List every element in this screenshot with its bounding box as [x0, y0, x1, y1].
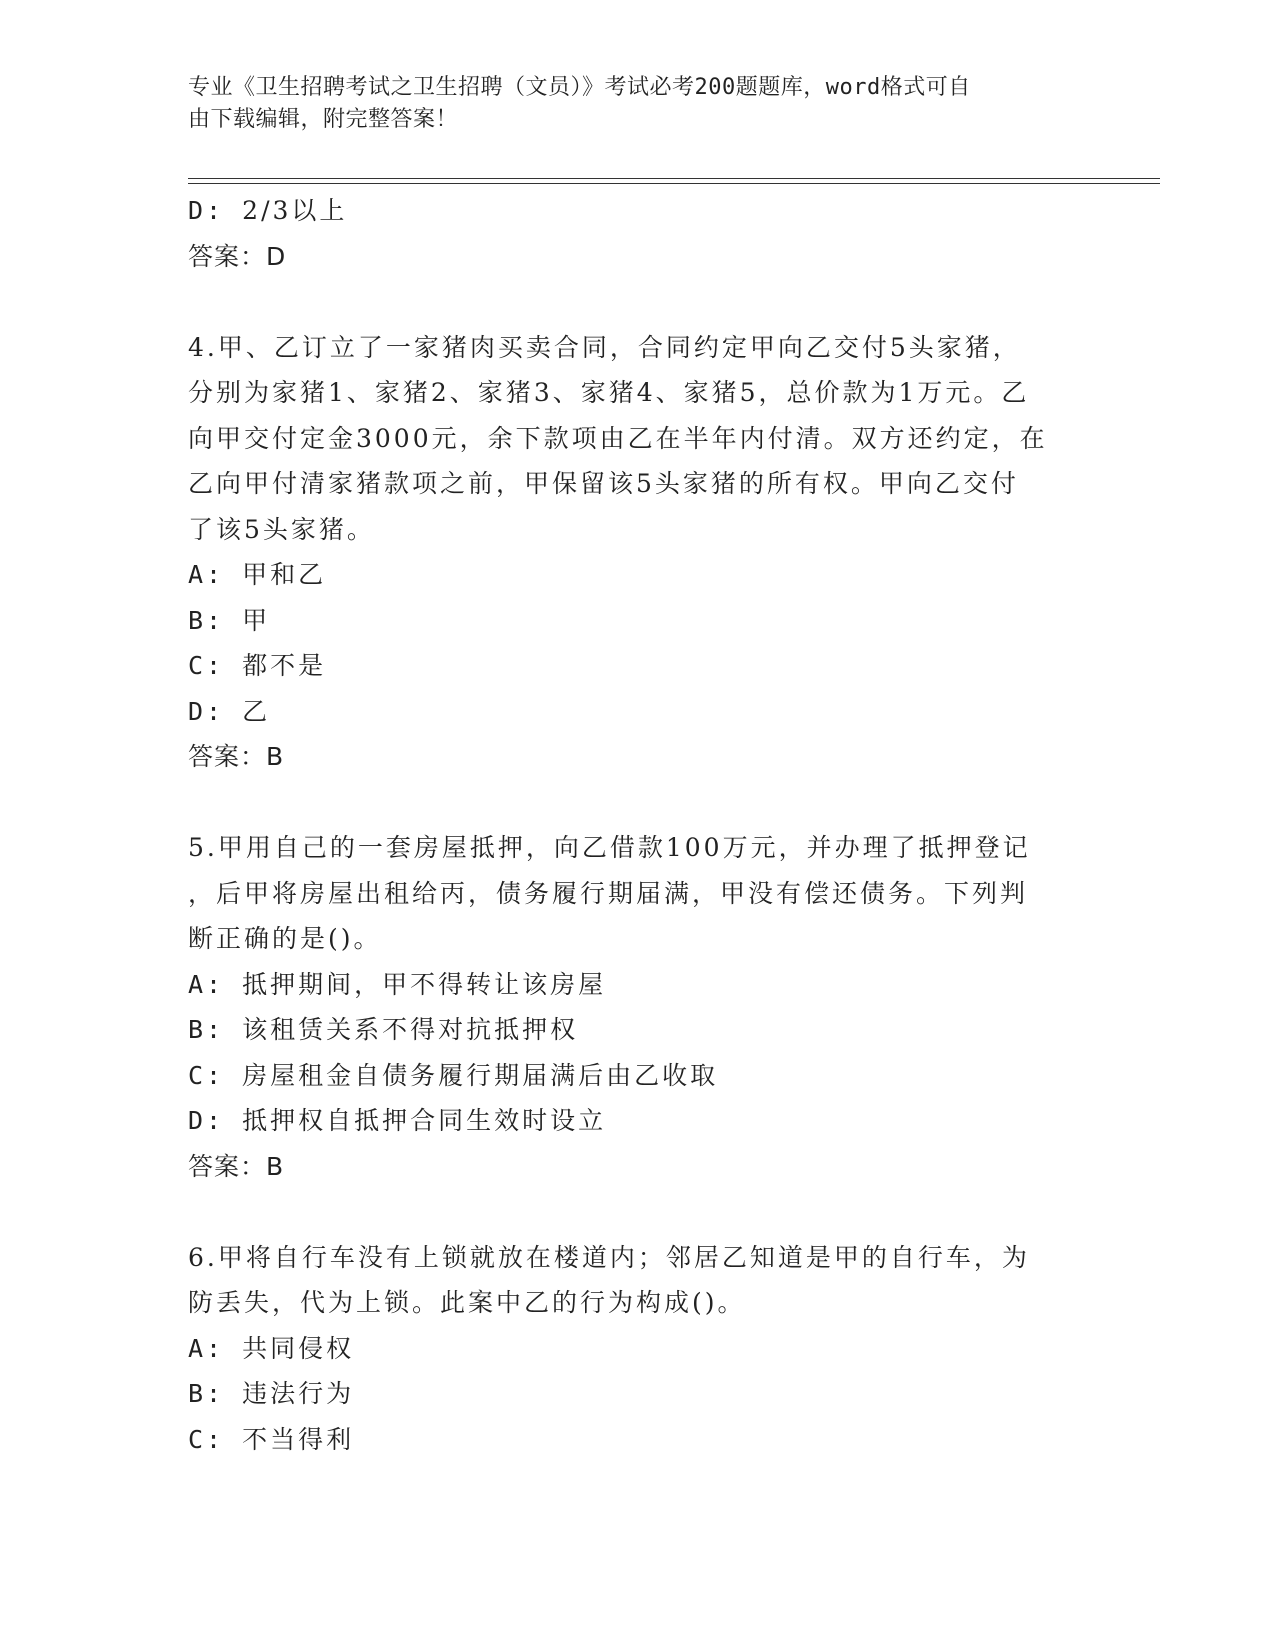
question-text-line: ，后甲将房屋出租给丙，债务履行期届满，甲没有偿还债务。下列判 [188, 878, 1029, 908]
option-text: 乙 [242, 696, 271, 726]
option-text: 抵押权自抵押合同生效时设立 [242, 1106, 607, 1135]
option-text: 甲和乙 [242, 560, 327, 589]
header-divider-bottom [188, 183, 1160, 184]
question-text-line: 5.甲用自己的一套房屋抵押，向乙借款100万元，并办理了抵押登记 [188, 833, 1031, 862]
question-text-line: 向甲交付定金3000元，余下款项由乙在半年内付清。双方还约定，在 [188, 423, 1048, 453]
option-b [188, 1371, 1088, 1417]
question-text-line: 6.甲将自行车没有上锁就放在楼道内；邻居乙知道是甲的自行车，为 [188, 1242, 1030, 1272]
spacer [188, 780, 1088, 826]
document-header [188, 72, 1068, 136]
option-a [188, 1326, 1088, 1372]
option-key: C: [188, 1424, 225, 1454]
question-5 [188, 825, 1088, 1189]
question-4 [188, 325, 1088, 780]
option-text: 不当得利 [242, 1424, 355, 1454]
option-key: C: [188, 651, 225, 680]
question-text-line: 乙向甲付清家猪款项之前，甲保留该5头家猪的所有权。甲向乙交付 [188, 469, 1019, 498]
option-d [188, 188, 1088, 234]
option-text: 房屋租金自债务履行期届满后由乙收取 [242, 1060, 719, 1090]
option-key: D: [188, 1106, 225, 1135]
spacer [188, 279, 1088, 325]
option-a [188, 962, 1088, 1008]
option-d [188, 689, 1088, 735]
question-text-line: 4.甲、乙订立了一家猪肉买卖合同，合同约定甲向乙交付5头家猪， [188, 332, 1021, 362]
option-text: 该租赁关系不得对抗抵押权 [242, 1015, 579, 1044]
header-divider-top [188, 178, 1160, 179]
question-text-line: 断正确的是()。 [188, 924, 382, 953]
spacer [188, 1189, 1088, 1235]
option-key: C: [188, 1060, 225, 1090]
option-text: 都不是 [242, 651, 327, 680]
option-key: A: [188, 1333, 225, 1363]
answer-line: 答案：B [188, 1151, 285, 1181]
option-key: D: [188, 696, 225, 726]
document-body [188, 188, 1088, 1462]
question-text-line: 了该5头家猪。 [188, 514, 375, 544]
header-line-2: 由下载编辑，附完整答案！ [188, 107, 459, 132]
header-line-1: 专业《卫生招聘考试之卫生招聘（文员）》考试必考200题题库，word格式可自 [188, 75, 971, 100]
previous-question-tail [188, 188, 1088, 279]
option-key: A: [188, 560, 225, 589]
answer-line: 答案：B [188, 742, 285, 771]
option-b [188, 1007, 1088, 1053]
option-key: B: [188, 1015, 225, 1044]
question-6 [188, 1235, 1088, 1463]
option-text: 甲 [242, 605, 271, 635]
question-text-line: 防丢失，代为上锁。此案中乙的行为构成()。 [188, 1288, 746, 1317]
option-b [188, 598, 1088, 644]
answer-line: 答案：D [188, 241, 287, 271]
option-c [188, 1417, 1088, 1463]
option-text: 违法行为 [242, 1379, 355, 1408]
option-key: B: [188, 605, 225, 635]
option-text: 2/3以上 [242, 196, 348, 225]
option-c [188, 643, 1088, 689]
option-d [188, 1098, 1088, 1144]
option-a [188, 552, 1088, 598]
question-text-line: 分别为家猪1、家猪2、家猪3、家猪4、家猪5，总价款为1万元。乙 [188, 378, 1030, 407]
option-c [188, 1053, 1088, 1099]
option-text: 共同侵权 [242, 1333, 355, 1363]
option-key: D: [188, 196, 225, 225]
option-key: A: [188, 969, 225, 999]
option-text: 抵押期间，甲不得转让该房屋 [242, 969, 607, 999]
option-key: B: [188, 1379, 225, 1408]
